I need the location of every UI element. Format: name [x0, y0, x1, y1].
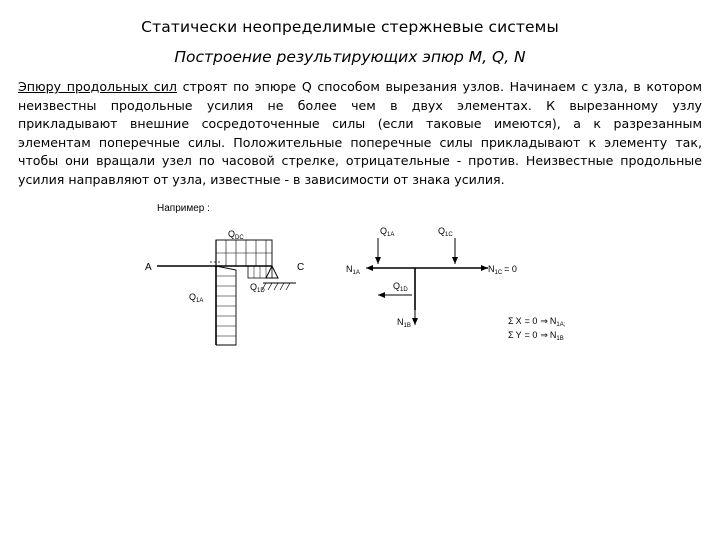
label-n1b: $N_{1B}$	[397, 317, 411, 329]
cut-node-diagram	[366, 238, 488, 325]
frame-shear-diagram	[157, 240, 296, 345]
paragraph-line: усилия направляют от узла, известные - в зависимости от знака усилия.	[18, 171, 505, 187]
label-q-1d: $Q_{1D}$	[250, 282, 265, 294]
label-q1c: $Q_{1C}$	[438, 226, 453, 238]
paragraph-line: чтобы они вращали узел по часовой стрелке, отрицательные - против. Неизвестные продольные	[18, 153, 702, 168]
label-n1a: $N_{1A}$	[346, 264, 360, 276]
paragraph-text: строят по эпюре Q способом вырезания узлов. Начинаем с узла, в котором	[176, 79, 702, 94]
label-c: C	[297, 262, 305, 273]
paragraph-line: неизвестны продольные усилия не более чем в двух элементах. К вырезанному узлу	[18, 97, 702, 113]
label-q-1a: $Q_{1A}$	[189, 292, 204, 304]
label-q1a: $Q_{1A}$	[380, 226, 395, 238]
q-1a-diagram-outline	[216, 266, 236, 345]
underlined-term: Эпюру продольных сил	[18, 79, 177, 94]
paragraph-line: элементам поперечные силы. Положительные поперечные силы прикладывают к элементу так,	[18, 134, 702, 150]
label-q1d: $Q_{1D}$	[393, 281, 408, 293]
slide-title: Статически неопределимые стержневые системы	[141, 18, 559, 36]
label-a: A	[145, 262, 152, 273]
label-n1c: $N_{1C} = 0$	[488, 264, 517, 276]
equation-sum-x: Σ X = 0 ⇒ $N_{1A;}$	[508, 316, 566, 328]
label-q-dc: $Q_{DC}$	[228, 229, 244, 241]
slide-subtitle: Построение результирующих эпюр M, Q, N	[174, 48, 526, 66]
paragraph-line: прикладывают внешние сосредоточенные силы (если таковые имеются), а к разрезанным	[18, 116, 702, 131]
example-label: Например :	[157, 203, 210, 214]
equation-sum-y: Σ Y = 0 ⇒ $N_{1B}$	[508, 330, 564, 342]
equilibrium-equations	[508, 316, 566, 342]
